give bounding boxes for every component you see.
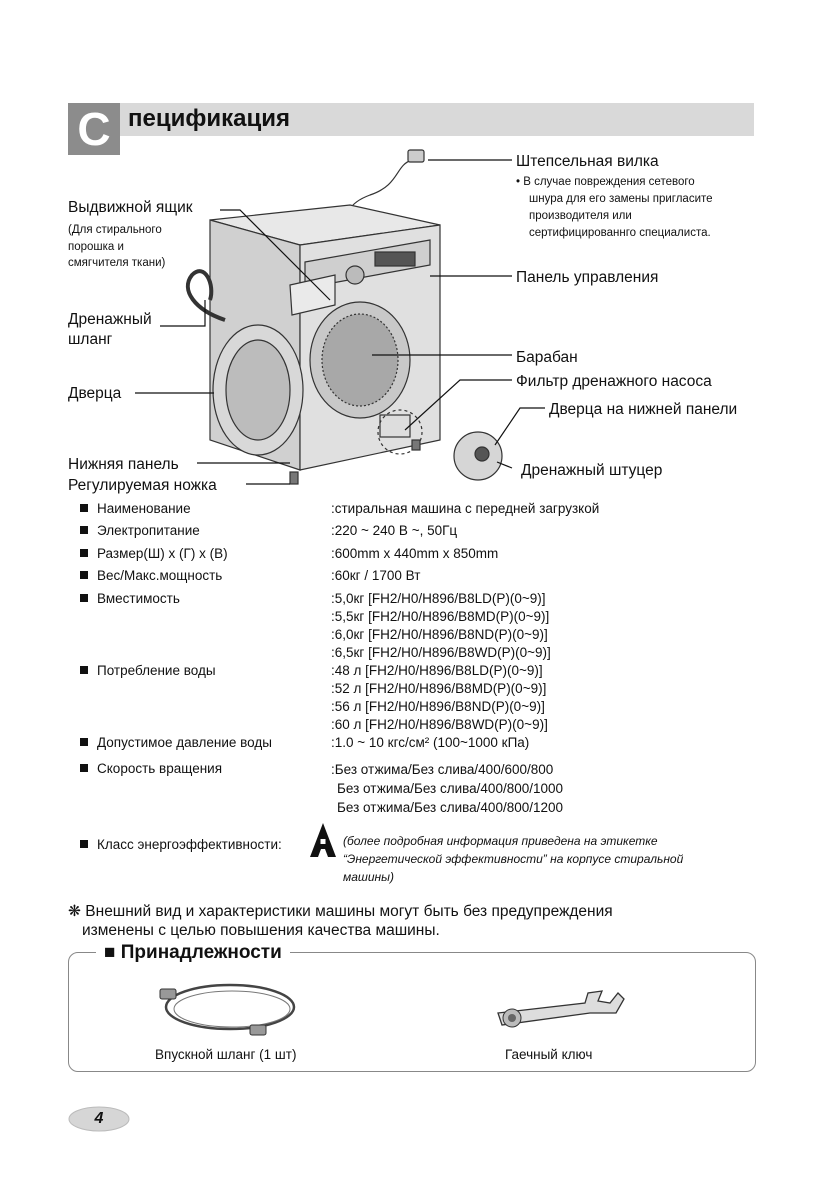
label-drawer: Выдвижной ящик xyxy=(68,199,193,216)
control-knob xyxy=(346,266,364,284)
label-drain-plug: Дренажный штуцер xyxy=(521,462,663,479)
spec-name-label: Наименование xyxy=(80,500,191,518)
drain-plug-icon xyxy=(475,447,489,461)
lower-panel-door xyxy=(380,415,410,437)
label-plug: Штепсельная вилка xyxy=(516,153,659,170)
spec-energy-label: Класс энергоэффективности: xyxy=(80,836,282,854)
spec-spin-label: Скорость вращения xyxy=(80,760,222,778)
label-drain-hose: Дренажный шланг xyxy=(68,311,152,348)
door-glass xyxy=(226,340,290,440)
label-door: Дверца xyxy=(68,385,122,402)
spec-power-label: Электропитание xyxy=(80,522,200,540)
label-adjustable-foot: Регулируемая ножка xyxy=(68,477,217,494)
plug-icon xyxy=(408,150,424,162)
adjustable-foot xyxy=(290,472,298,484)
label-pump-filter: Фильтр дренажного насоса xyxy=(516,373,712,390)
energy-note: (более подробная информация приведена на этикетке “Энергетической эффективности” на корпусе стиральной машины) xyxy=(343,834,684,884)
spec-pressure-value: :1.0 ~ 10 кгс/см² (100~1000 кПа) xyxy=(331,735,530,750)
accessories-title: ■ Принадлежности xyxy=(96,940,290,966)
plug-note: • В случае повреждения сетевого шнура для его замены пригласите производителя или сертифицированнго специалиста. xyxy=(516,176,713,239)
spec-weight-label: Вес/Макс.мощность xyxy=(80,567,222,585)
spec-power-value: :220 ~ 240 В ~, 50Гц xyxy=(331,523,458,538)
spec-capacity-label: Вместимость xyxy=(80,590,180,608)
spec-water-values: :48 л [FH2/H0/H896/B8LD(P)(0~9)] :52 л [FH2/H0/H896/B8MD(P)(0~9)] :56 л [FH2/H0/H896/B8ND(P)(0~9)] :60 л [FH2/H0/H896/B8WD(P)(0~9)] xyxy=(331,663,548,732)
label-control-panel: Панель управления xyxy=(516,269,659,286)
header-letter: С xyxy=(68,103,120,155)
label-lower-panel: Нижняя панель xyxy=(68,456,179,473)
drum xyxy=(322,314,398,406)
spec-spin-values: :Без отжима/Без слива/400/600/800 Без отжима/Без слива/400/800/1000 Без отжима/Без слива/400/800/1200 xyxy=(331,762,564,815)
spec-water-label: Потребление воды xyxy=(80,662,216,680)
accessory-wrench-label: Гаечный ключ xyxy=(505,1047,593,1062)
wrench-icon xyxy=(490,985,630,1035)
label-lower-door: Дверца на нижней панели xyxy=(549,401,738,418)
drawer-note: (Для стирального порошка и смягчителя ткани) xyxy=(68,224,166,269)
spec-capacity-values: :5,0кг [FH2/H0/H896/B8LD(P)(0~9)] :5,5кг [FH2/H0/H896/B8MD(P)(0~9)] :6,0кг [FH2/H0/H896/B8ND(P)(0~9)] :6,5кг [FH2/H0/H896/B8WD(P)(0~9)] xyxy=(331,591,551,660)
inlet-hose-icon xyxy=(150,975,310,1045)
footnote: ❋ Внешний вид и характеристики машины могут быть без предупреждения изменены с целью повышения качества машины. xyxy=(68,903,613,939)
spec-pressure-label: Допустимое давление воды xyxy=(80,734,272,752)
spec-size-label: Размер(Ш) х (Г) х (В) xyxy=(80,545,228,563)
page-number: 4 xyxy=(94,1110,104,1127)
spec-name-value: :стиральная машина с передней загрузкой xyxy=(331,501,600,516)
spec-weight-value: :60кг / 1700 Вт xyxy=(331,568,421,583)
page-title: пецификация xyxy=(128,105,290,132)
spec-size-value: :600mm x 440mm x 850mm xyxy=(331,546,499,561)
control-display xyxy=(375,252,415,266)
label-drum: Барабан xyxy=(516,349,578,366)
energy-grade-icon xyxy=(310,823,336,857)
accessory-inlet-hose-label: Впускной шланг (1 шт) xyxy=(155,1047,297,1062)
